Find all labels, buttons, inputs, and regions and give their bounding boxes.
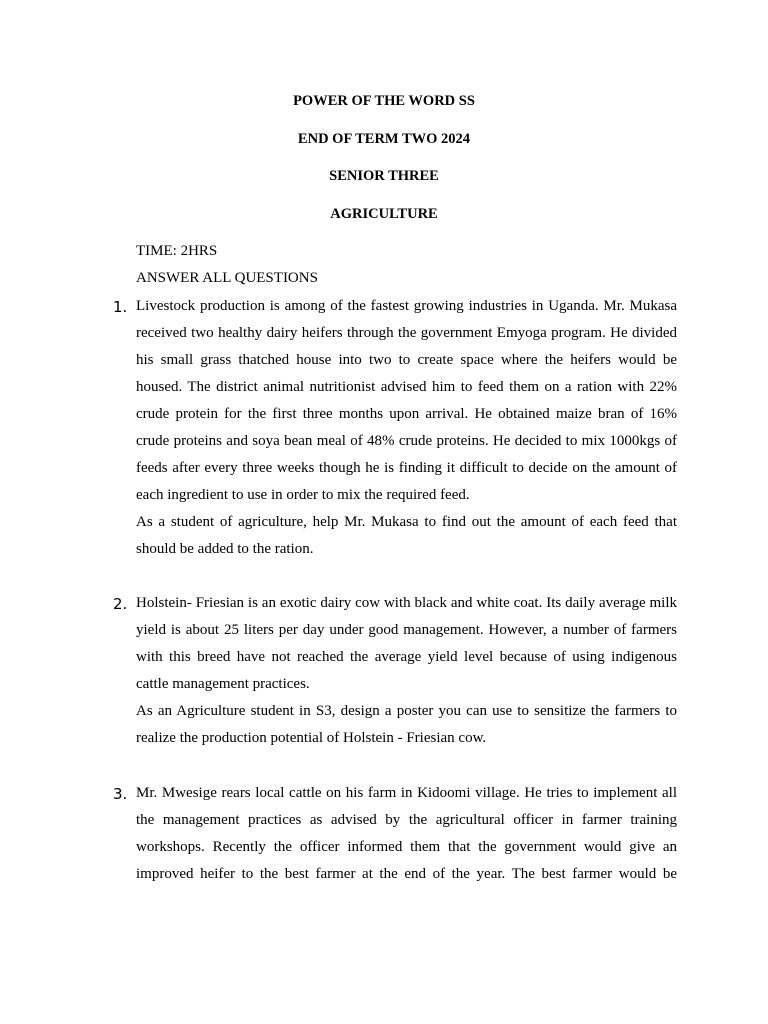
question-text: Mr. Mwesige rears local cattle on his farm in Kidoomi village. He tries to implement all the management practices as advised by the agricultural officer in farmer training workshops. Recently the officer informed them that the government would give an improved heifer to the best farmer at the end of the year. The best farmer would be [136, 785, 677, 882]
question-number: 3. [113, 785, 128, 803]
question-text: Livestock production is among of the fastest growing industries in Uganda. Mr. Mukasa received two healthy dairy heifers through the government Emyoga program. He divided his small grass thatched house into two to create space where the heifers would be housed. The district animal nutritionist advised him to feed them on a ration with 22% crude protein for the first three months upon arrival. He obtained maize bran of 16% crude proteins and soya bean meal of 48% crude proteins. He decided to mix 1000kgs of feeds after every three weeks though he is finding it difficult to decide on the amount of each ingredient to use in order to mix the required feed. [136, 298, 677, 503]
school-name: POWER OF THE WORD SS [293, 93, 475, 109]
subject-title: AGRICULTURE [330, 206, 438, 222]
exam-time: TIME: 2HRS [136, 243, 218, 259]
exam-instruction: ANSWER ALL QUESTIONS [136, 270, 318, 286]
question-task: As an Agriculture student in S3, design a poster you can use to sensitize the farmers to realize the production potential of Holstein - Friesian cow. [136, 703, 677, 746]
exam-title: END OF TERM TWO 2024 [297, 131, 471, 147]
question-2 [113, 590, 677, 752]
question-3 [113, 780, 677, 888]
question-1 [113, 293, 677, 563]
question-number: 1. [113, 298, 128, 316]
question-number: 2. [113, 595, 128, 613]
question-task: As a student of agriculture, help Mr. Mukasa to find out the amount of each feed that should be added to the ration. [136, 514, 677, 557]
class-title: SENIOR THREE [329, 168, 439, 184]
question-text: Holstein- Friesian is an exotic dairy cow with black and white coat. Its daily average milk yield is about 25 liters per day under good management. However, a number of farmers with this breed have not reached the average yield level because of using indigenous cattle management practices. [136, 595, 677, 692]
